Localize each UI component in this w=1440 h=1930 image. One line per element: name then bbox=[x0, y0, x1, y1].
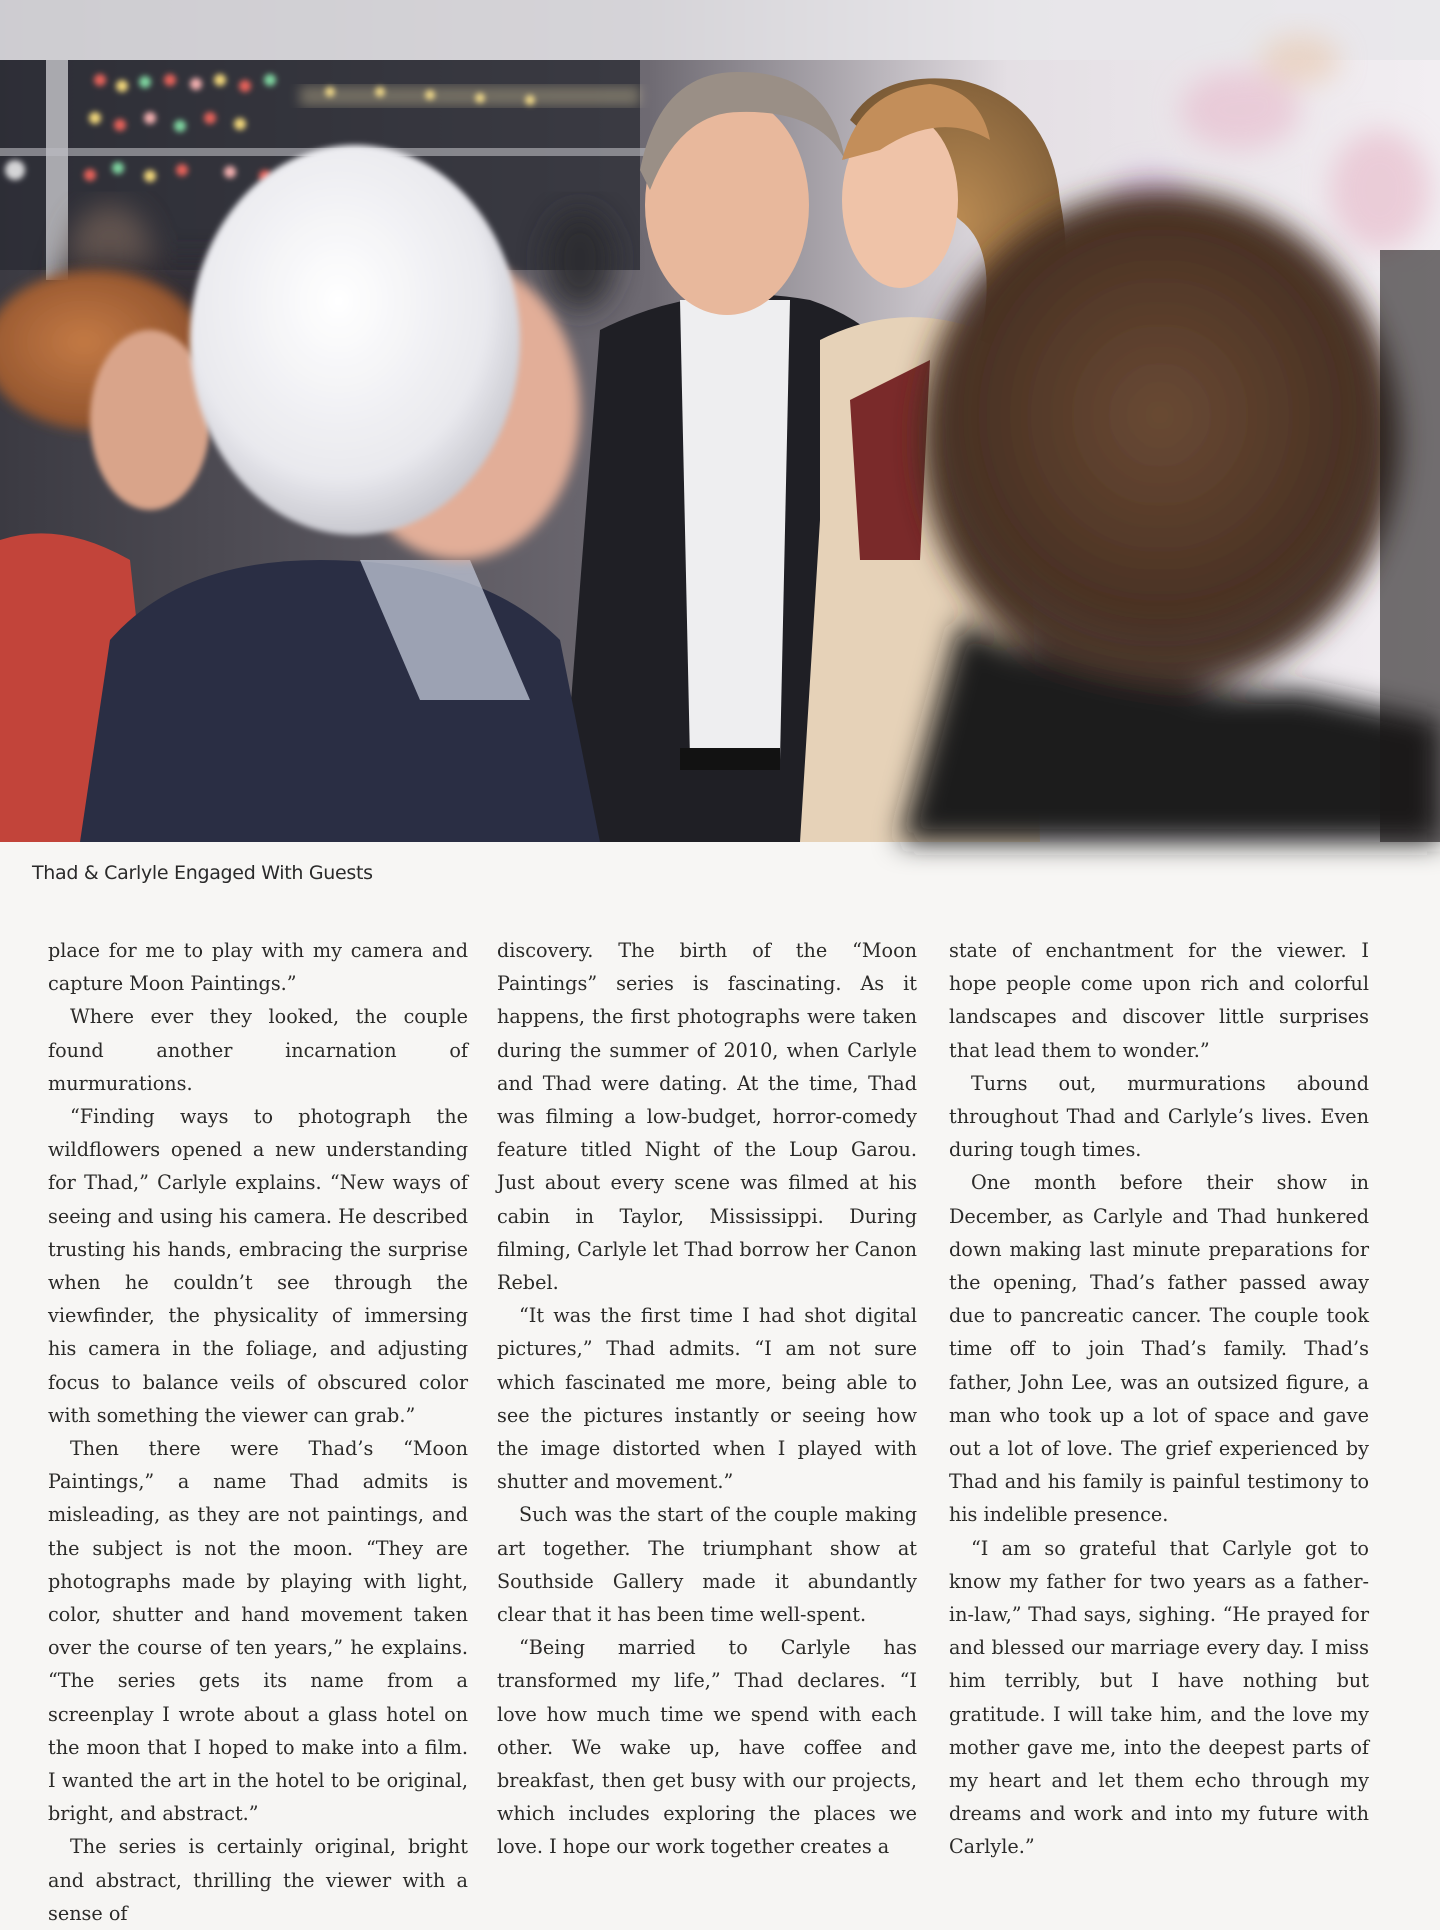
paragraph: Such was the start of the couple making art together. The triumphant show at Southside Gallery made it abundantly clear that it has been time well-spent. bbox=[497, 1503, 917, 1627]
paragraph: Then there were Thad’s “Moon Paintings,” a name Thad admits is misleading, as they are not paintings, and the subject is not the moon. “They are photographs made by playing with light, color, shutter and hand movement taken over the course of ten years,” he explains. “The series gets its name from a screenplay I wrote about a glass hotel on the moon that I hoped to make into a film. I wanted the art in the hotel to be original, bright, and abstract.” bbox=[48, 1437, 468, 1826]
paragraph: place for me to play with my camera and capture Moon Paintings.” bbox=[48, 939, 468, 996]
paragraph: Where ever they looked, the couple found another incarnation of murmurations. bbox=[48, 1005, 468, 1095]
paragraph: “It was the first time I had shot digital pictures,” Thad admits. “I am not sure which fascinated me more, being able to see the pictures instantly or seeing how the image distorted when I played with shutter and movement.” bbox=[497, 1304, 917, 1494]
paragraph: “Being married to Carlyle has transformed my life,” Thad declares. “I love how much time we spend with each other. We wake up, have coffee and breakfast, then get busy with our projects, which includes exploring the places we love. I hope our work together creates a bbox=[497, 1636, 917, 1859]
paragraph: “Finding ways to photograph the wildflowers opened a new understanding for Thad,” Carlyle explains. “New ways of seeing and using his camera. He described trusting his hands, embracing the surprise when he couldn’t see through the viewfinder, the physicality of immersing his camera in the foliage, and adjusting focus to balance veils of obscured color with something the viewer can grab.” bbox=[48, 1105, 468, 1427]
photo-caption: Thad & Carlyle Engaged With Guests bbox=[32, 862, 373, 884]
article-column-1 bbox=[48, 934, 468, 1930]
paragraph: One month before their show in December, as Carlyle and Thad hunkered down making last minute preparations for the opening, Thad’s father passed away due to pancreatic cancer. The couple took time off to join Thad’s family. Thad’s father, John Lee, was an outsized figure, a man who took up a lot of space and gave out a lot of love. The grief experienced by Thad and his family is painful testimony to his indelible presence. bbox=[949, 1171, 1369, 1527]
paragraph: discovery. The birth of the “Moon Paintings” series is fascinating. As it happens, the first photographs were taken during the summer of 2010, when Carlyle and Thad were dating. At the time, Thad was filming a low-budget, horror-comedy feature titled Night of the Loup Garou. Just about every scene was filmed at his cabin in Taylor, Mississippi. During filming, Carlyle let Thad borrow her Canon Rebel. bbox=[497, 939, 917, 1295]
paragraph: “I am so grateful that Carlyle got to know my father for two years as a father-in-law,” Thad says, sighing. “He prayed for and blessed our marriage every day. I miss him terribly, but I have nothing but gratitude. I will take him, and the love my mother gave me, into the deepest parts of my heart and let them echo through my dreams and work and into my future with Carlyle.” bbox=[949, 1536, 1369, 1859]
article-column-2 bbox=[497, 934, 917, 1864]
paragraph: state of enchantment for the viewer. I hope people come upon rich and colorful landscapes and discover little surprises that lead them to wonder.” bbox=[949, 939, 1369, 1062]
event-photo bbox=[0, 0, 1440, 842]
event-photo-illustration bbox=[0, 0, 1440, 842]
paragraph: The series is certainly original, bright and abstract, thrilling the viewer with a sense of bbox=[48, 1835, 468, 1925]
article-column-3 bbox=[949, 934, 1369, 1864]
paragraph: Turns out, murmurations abound throughout Thad and Carlyle’s lives. Even during tough times. bbox=[949, 1071, 1369, 1162]
